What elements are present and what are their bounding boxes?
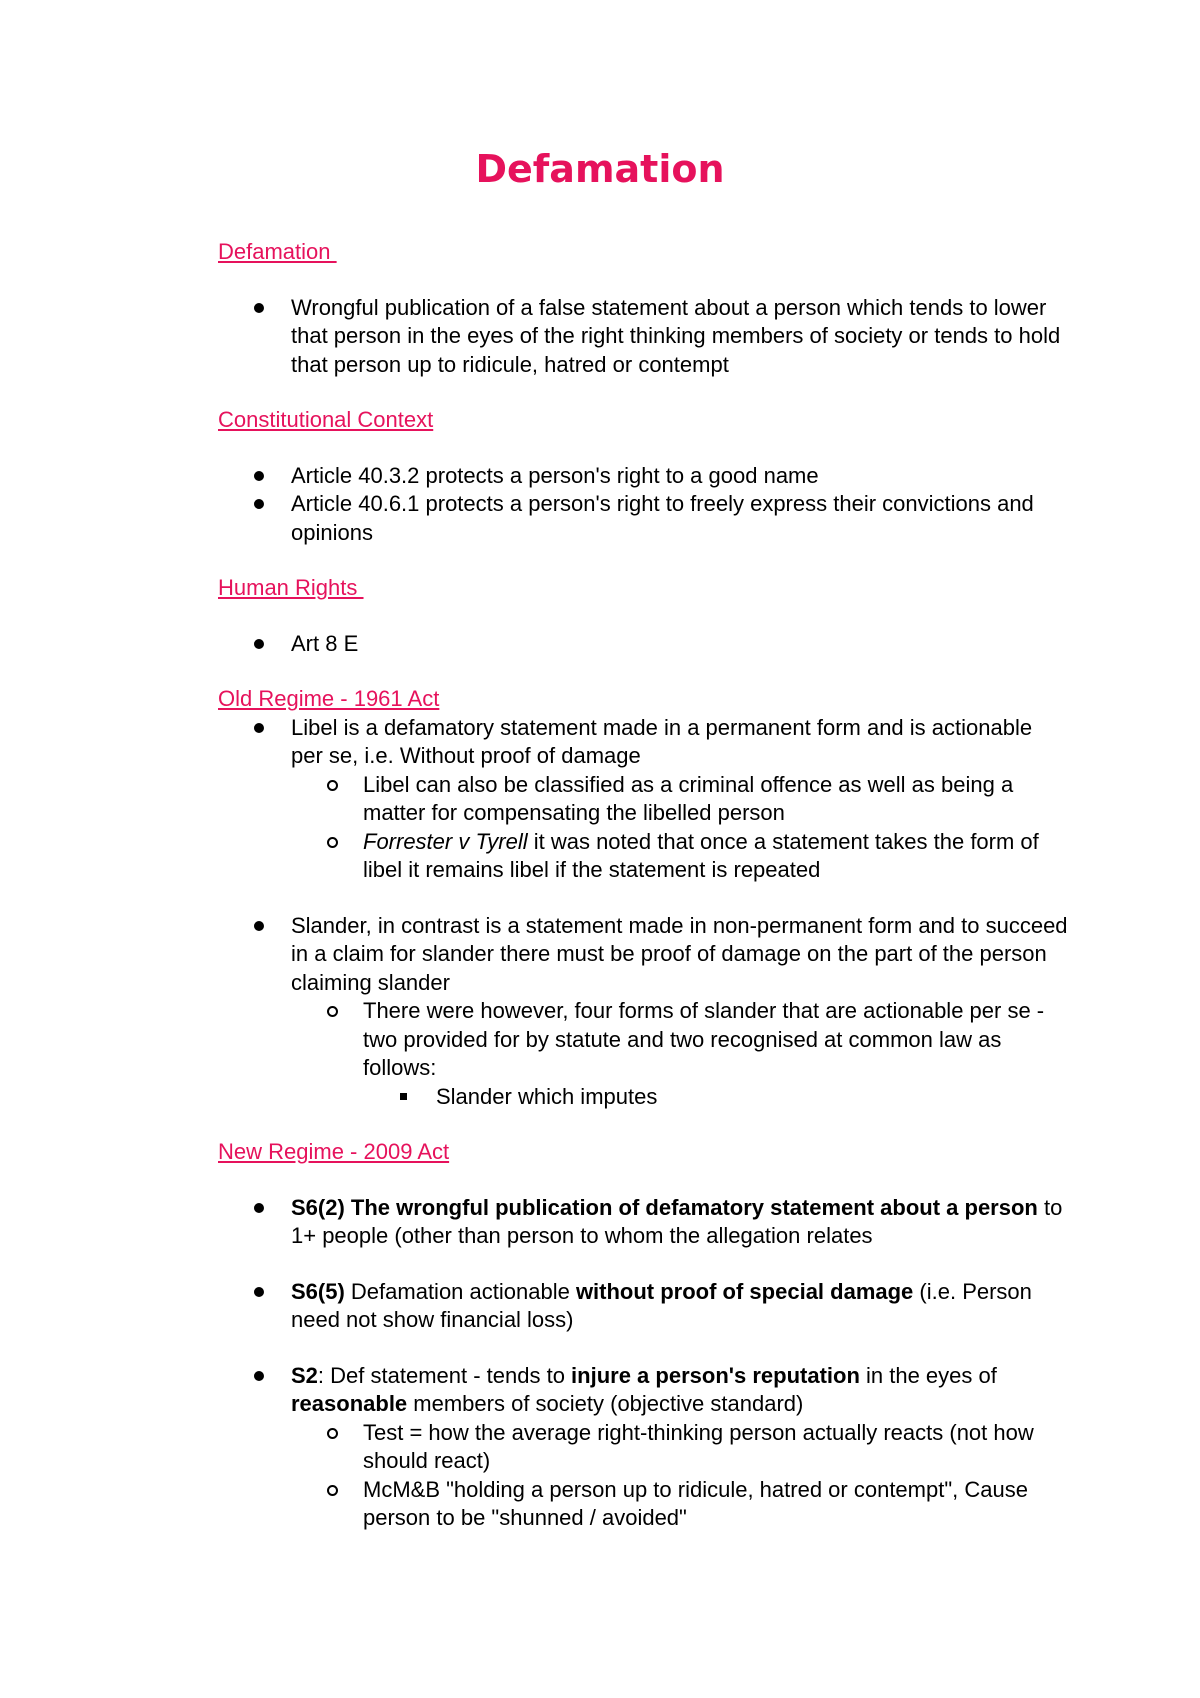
list-item-s2: S2: Def statement - tends to injure a person's reputation in the eyes of reasonable members of society (objective standard) Test = how the average right-thinking person actually reacts (not how should react) McM&B "holding a person up to ridicule, hatred or contempt", Cause person to be "shunned / avoided": [218, 1362, 1068, 1533]
list-item: Article 40.6.1 protects a person's right to freely express their convictions and opinions: [218, 490, 1068, 547]
bullet-icon: [254, 499, 264, 509]
circle-bullet-icon: [327, 1485, 338, 1496]
bullet-icon: [254, 471, 264, 481]
constitutional-list: [218, 462, 1068, 548]
heading-defamation: Defamation: [218, 239, 337, 264]
square-bullet-icon: [400, 1093, 407, 1100]
heading-new-regime: New Regime - 2009 Act: [218, 1139, 450, 1164]
document-title: Defamation: [475, 147, 725, 191]
list-item-s6-5: S6(5) Defamation actionable without proof of special damage (i.e. Person need not show financial loss): [218, 1278, 1068, 1335]
list-item: Forrester v Tyrell it was noted that once a statement takes the form of libel it remains libel if the statement is repeated: [218, 828, 1068, 885]
list-item: Article 40.3.2 protects a person's right to a good name: [218, 462, 1068, 491]
heading-constitutional-context: Constitutional Context: [218, 407, 434, 432]
case-name: Forrester v Tyrell: [363, 828, 528, 854]
s2-sublist: [291, 1419, 1068, 1533]
slander-sublist: [291, 997, 1068, 1111]
circle-bullet-icon: [327, 1006, 338, 1017]
list-item: Libel can also be classified as a criminal offence as well as being a matter for compensating the libelled person: [218, 771, 1068, 828]
human-rights-list: [218, 630, 1068, 659]
bullet-icon: [254, 639, 264, 649]
new-regime-list-2: [218, 1278, 1068, 1335]
list-item-slander: Slander, in contrast is a statement made in non-permanent form and to succeed in a claim for slander there must be proof of damage on the part of the person claiming slander There were however, four forms of slander that are actionable per se - two provided for by statute and two recognised at common law as follows: Slander which imputes: [218, 912, 1068, 1112]
new-regime-list: [218, 1194, 1068, 1251]
slander-subsublist: [363, 1083, 1068, 1112]
circle-bullet-icon: [327, 780, 338, 791]
list-item-libel: Libel is a defamatory statement made in a permanent form and is actionable per se, i.e. Without proof of damage Libel can also be classified as a criminal offence as well as being a matter for compensating the libelled person Forrester v Tyrell it was noted that once a statement takes the form of libel it remains libel if the statement is repeated: [218, 714, 1068, 885]
list-item: Wrongful publication of a false statement about a person which tends to lower that person in the eyes of the right thinking members of society or tends to hold that person up to ridicule, hatred or contempt: [218, 294, 1068, 380]
list-item-s6-2: S6(2) The wrongful publication of defamatory statement about a person to 1+ people (other than person to whom the allegation relates: [218, 1194, 1068, 1251]
bullet-icon: [254, 921, 264, 931]
bullet-icon: [254, 1203, 264, 1213]
bullet-icon: [254, 1287, 264, 1297]
circle-bullet-icon: [327, 1428, 338, 1439]
old-regime-list: [218, 714, 1068, 885]
bullet-icon: [254, 303, 264, 313]
libel-sublist: [291, 771, 1068, 885]
bullet-icon: [254, 723, 264, 733]
list-item: Test = how the average right-thinking person actually reacts (not how should react): [218, 1419, 1068, 1476]
list-item: There were however, four forms of slander that are actionable per se - two provided for by statute and two recognised at common law as follows: Slander which imputes: [218, 997, 1068, 1111]
defamation-list: [218, 294, 1068, 380]
new-regime-list-3: [218, 1362, 1068, 1533]
bullet-icon: [254, 1371, 264, 1381]
old-regime-list-2: [218, 912, 1068, 1112]
circle-bullet-icon: [327, 837, 338, 848]
list-item: Art 8 E: [218, 630, 1068, 659]
heading-old-regime: Old Regime - 1961 Act: [218, 686, 440, 711]
list-item: McM&B "holding a person up to ridicule, hatred or contempt", Cause person to be "shunned / avoided": [218, 1476, 1068, 1533]
document-body: [218, 238, 1068, 1533]
heading-human-rights: Human Rights: [218, 575, 364, 600]
list-item: Slander which imputes: [218, 1083, 1068, 1112]
